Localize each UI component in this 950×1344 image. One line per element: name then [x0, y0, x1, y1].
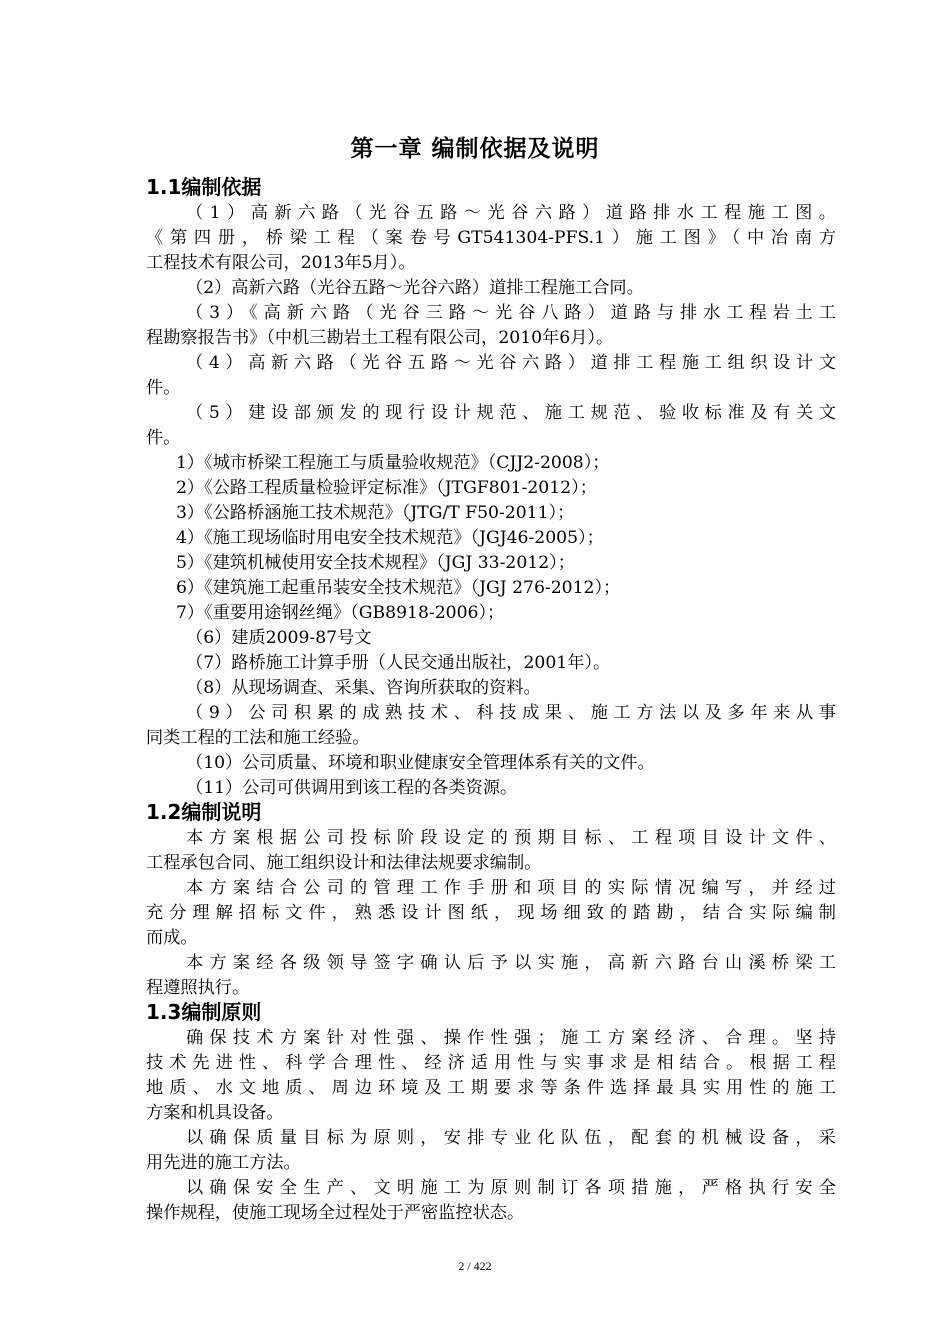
- list-item: 4）《施工现场临时用电安全技术规范》（JGJ46-2005）；: [176, 528, 604, 548]
- paragraph-line: （1）高新六路（光谷五路～光谷六路）道路排水工程施工图。: [186, 203, 836, 223]
- section-heading-1-3: 1.3编制原则: [146, 1000, 262, 1024]
- list-item: 2）《公路工程质量检验评定标准》（JTGF801-2012）；: [176, 478, 597, 498]
- paragraph-line: 用先进的施工方法。: [146, 1153, 301, 1173]
- paragraph-line: （11）公司可供调用到该工程的各类资源。: [186, 778, 518, 798]
- paragraph-line: 以确保质量目标为原则，安排专业化队伍，配套的机械设备，采: [186, 1128, 836, 1148]
- paragraph-line: （2）高新六路（光谷五路～光谷六路）道排工程施工合同。: [186, 278, 644, 298]
- list-item: 5）《建筑机械使用安全技术规程》（JGJ 33-2012）；: [176, 553, 575, 573]
- paragraph-line: （7）路桥施工计算手册（人民交通出版社，2001年）。: [186, 653, 611, 673]
- paragraph-line: 本方案根据公司投标阶段设定的预期目标、工程项目设计文件、: [186, 828, 836, 848]
- paragraph-line: 操作规程，使施工现场全过程处于严密监控状态。: [146, 1203, 525, 1223]
- paragraph-line: （5）建设部颁发的现行设计规范、施工规范、验收标准及有关文: [186, 403, 836, 423]
- paragraph-line: 地质、水文地质、周边环境及工期要求等条件选择最具实用性的施工: [146, 1078, 836, 1098]
- paragraph-line: （6）建质2009-87号文: [186, 628, 372, 648]
- section-heading-1-2: 1.2编制说明: [146, 800, 262, 824]
- paragraph-line: 件。: [146, 378, 181, 398]
- paragraph-line: 程遵照执行。: [146, 978, 250, 998]
- paragraph-line: 《第四册，桥梁工程（案卷号GT541304-PFS.1）施工图》（中冶南方: [146, 228, 836, 248]
- paragraph-line: 程勘察报告书》（中机三勘岩土工程有限公司，2010年6月）。: [146, 328, 614, 348]
- paragraph-line: 工程承包合同、施工组织设计和法律法规要求编制。: [146, 853, 542, 873]
- paragraph-line: （8）从现场调查、采集、咨询所获取的资料。: [186, 678, 541, 698]
- paragraph-line: 工程技术有限公司，2013年5月）。: [146, 253, 416, 273]
- paragraph-line: 充分理解招标文件，熟悉设计图纸，现场细致的踏勘，结合实际编制: [146, 903, 836, 923]
- paragraph-line: 件。: [146, 428, 181, 448]
- paragraph-line: （9）公司积累的成熟技术、科技成果、施工方法以及多年来从事: [186, 703, 836, 723]
- page-number: 2 / 422: [458, 1259, 492, 1273]
- list-item: 7）《重要用途钢丝绳》（GB8918-2006）；: [176, 603, 505, 623]
- list-item: 1）《城市桥梁工程施工与质量验收规范》（CJJ2-2008）；: [176, 453, 610, 473]
- list-item: 6）《建筑施工起重吊装安全技术规范》（JGJ 276-2012）；: [176, 578, 621, 598]
- paragraph-line: 同类工程的工法和施工经验。: [146, 728, 370, 748]
- paragraph-line: （3）《高新六路（光谷三路～光谷八路）道路与排水工程岩土工: [186, 303, 836, 323]
- paragraph-line: 确保技术方案针对性强、操作性强；施工方案经济、合理。坚持: [186, 1028, 836, 1048]
- paragraph-line: （4）高新六路（光谷五路～光谷六路）道排工程施工组织设计文: [186, 353, 836, 373]
- paragraph-line: （10）公司质量、环境和职业健康安全管理体系有关的文件。: [186, 753, 655, 773]
- list-item: 3）《公路桥涵施工技术规范》（JTG/T F50-2011）；: [176, 503, 575, 523]
- paragraph-line: 以确保安全生产、文明施工为原则制订各项措施，严格执行安全: [186, 1178, 836, 1198]
- paragraph-line: 本方案经各级领导签字确认后予以实施，高新六路台山溪桥梁工: [186, 953, 836, 973]
- paragraph-line: 技术先进性、科学合理性、经济适用性与实事求是相结合。根据工程: [146, 1053, 836, 1073]
- paragraph-line: 方案和机具设备。: [146, 1103, 284, 1123]
- paragraph-line: 本方案结合公司的管理工作手册和项目的实际情况编写，并经过: [186, 878, 836, 898]
- paragraph-line: 而成。: [146, 928, 198, 948]
- section-heading-1-1: 1.1编制依据: [146, 175, 262, 199]
- chapter-title: 第一章 编制依据及说明: [350, 136, 600, 162]
